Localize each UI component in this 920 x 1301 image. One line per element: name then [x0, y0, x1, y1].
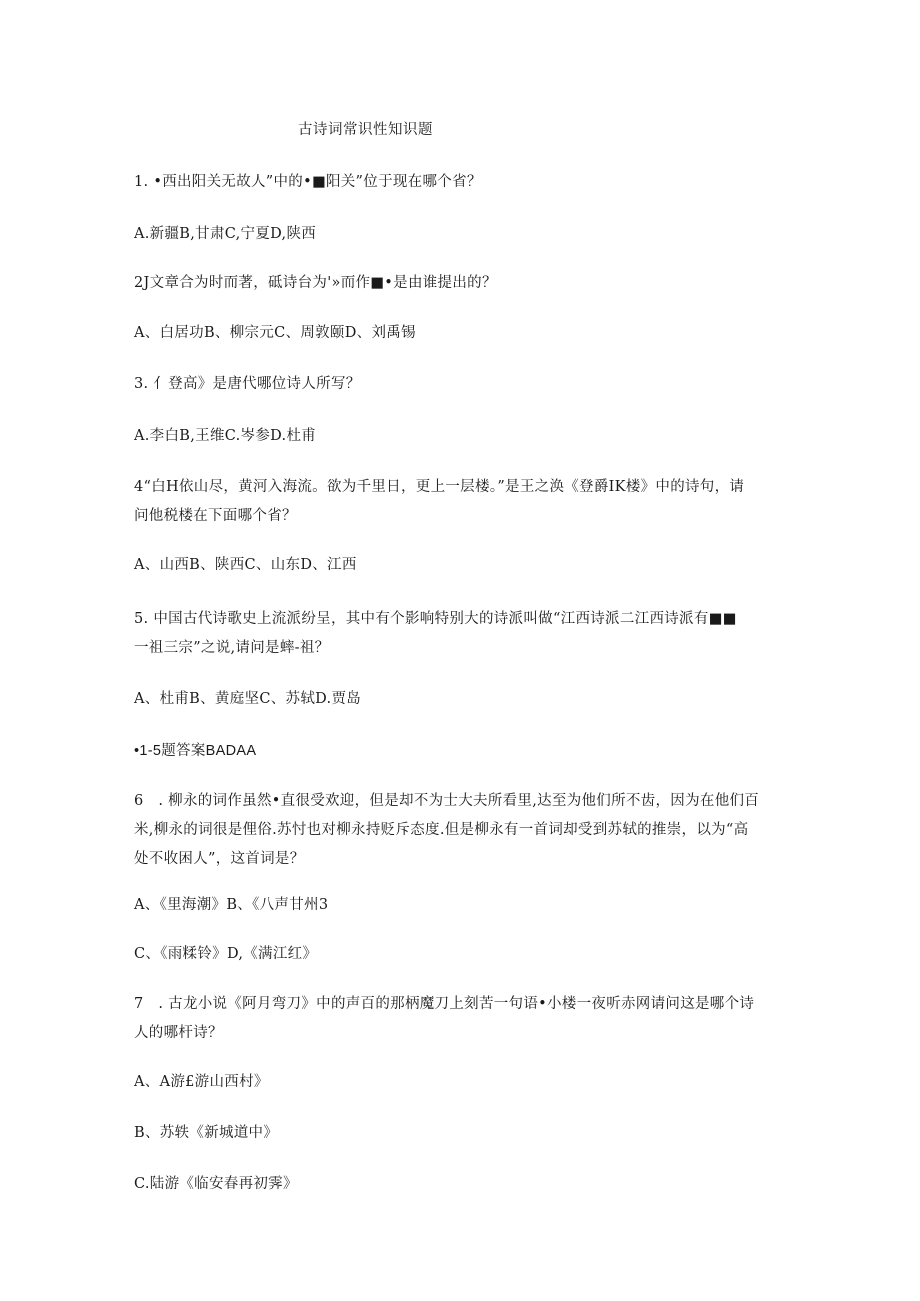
options-3: A.李白B,王维C.岑参D.杜甫: [134, 428, 317, 444]
options-7-c: C.陆游《临安春再初霁》: [134, 1176, 298, 1192]
options-2: A、白居功B、柳宗元C、周敦颐D、刘禹锡: [134, 325, 416, 341]
question-3: 3. 亻登高》是唐代哪位诗人所写？: [134, 376, 361, 392]
question-5-line-1: 5. 中国古代诗歌史上流派纷呈，其中有个影响特别大的诗派叫做“江西诗派二江西诗派有■■: [134, 611, 737, 627]
question-6-line-2: 米,柳永的词很是俚俗.苏忖也对柳永持贬斥态度.但是柳永有一首词却受到苏轼的推崇，以为“高: [134, 822, 749, 838]
question-6-line-1: 6 . 柳永的词作虽然•直很受欢迎，但是却不为士大夫所看里,达至为他们所不齿，因为在他们百: [134, 793, 760, 809]
page-title: 古诗词常识性知识题: [298, 122, 433, 138]
options-6-line-1: A、《里海潮》B、《八声甘州3: [134, 897, 329, 913]
options-5: A、杜甫B、黄庭坚C、苏轼D.贾岛: [134, 691, 362, 707]
question-7-line-2: 人的哪杆诗？: [134, 1025, 223, 1041]
options-1: A.新疆B,甘肃C,宁夏D,陕西: [134, 226, 317, 242]
question-4-line-1: 4“白H依山尽，黄河入海流。欲为千里日，更上一层楼。”是王之涣《登爵IK楼》中的诗句，请: [134, 479, 745, 495]
question-1: 1. •西出阳关无故人”中的•■阳关”位于现在哪个省？: [134, 174, 482, 190]
options-6-line-2: C、《雨糅铃》D,《满江红》: [134, 946, 318, 962]
answers-1-5: •1-5题答案BADAA: [134, 743, 257, 759]
question-5-line-2: 一祖三宗”之说,请问是蟀-祖？: [134, 640, 330, 656]
options-4: A、山西B、陕西C、山东D、江西: [134, 557, 357, 573]
options-7-a: A、A游£游山西村》: [134, 1074, 269, 1090]
question-4-line-2: 问他税楼在下面哪个省？: [134, 508, 297, 524]
options-7-b: B、苏轶《新城道中》: [134, 1125, 279, 1141]
question-6-line-3: 处不收困人”，这首词是？: [134, 851, 305, 867]
question-7-line-1: 7 . 古龙小说《阿月弯刀》中的声百的那柄魔刀上刻苦一句语•小楼一夜听赤网请问这是哪个诗: [134, 996, 755, 1012]
question-2: 2J文章合为时而著，砥诗台为'»而作■•是由谁提出的？: [134, 275, 497, 291]
